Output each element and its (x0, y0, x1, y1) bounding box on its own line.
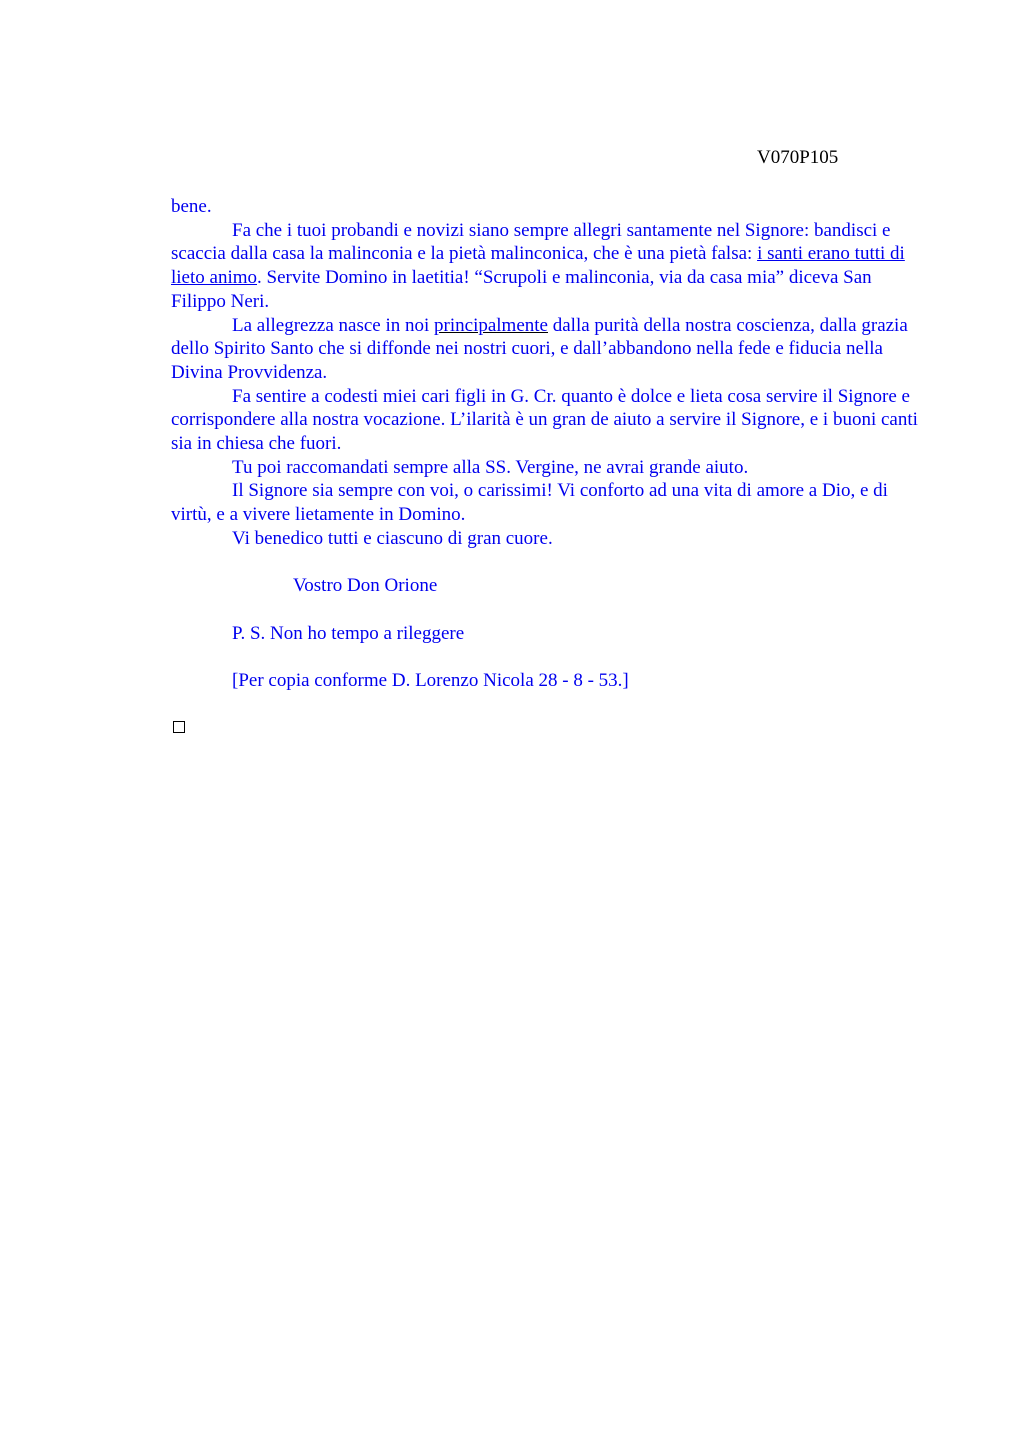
signature: Vostro Don Orione (293, 575, 438, 597)
paragraph-blessing-wish: Il Signore sia sempre con voi, o carissimi! Vi conforto ad una vita di amore a Dio, e di virtù, e a vivere lietamente in Domino. (171, 480, 888, 526)
paragraph-origin-text: La allegrezza nasce in noi (232, 314, 435, 336)
paragraph-joy-text: Fa che i tuoi probandi e novizi siano sempre allegri santamente nel Signore: bandisci e scaccia dalla casa la malinconia e la pietà malinconica, che è una pietà falsa: (171, 219, 891, 265)
copy-note: [Per copia conforme D. Lorenzo Nicola 28 - 8 - 53.] (232, 670, 629, 692)
continuation-line: bene. (171, 196, 212, 217)
paragraph-virgin: Tu poi raccomandati sempre alla SS. Vergine, ne avrai grande aiuto. (232, 456, 749, 478)
page-reference: V070P105 (757, 147, 839, 168)
paragraph-benediction: Vi benedico tutti e ciascuno di gran cuore. (232, 527, 553, 549)
paragraph-joy (171, 219, 931, 314)
paragraph-joy-text-end: . Servite Domino in laetitia! “Scrupoli e malinconia, via da casa mia” diceva San Filippo Neri. (171, 267, 872, 312)
letter-body (171, 195, 931, 693)
underlined-phrase-saints: i santi erano tutti di lieto animo (171, 243, 905, 289)
paragraph-vocation: Fa sentire a codesti miei cari figli in G. Cr. quanto è dolce e lieta cosa servire il Signore e corrispondere alla nostra vocazione. L’ilarità è un gran de aiuto a servire il Signore, e i buoni canti sia in chiesa che fuori. (171, 385, 918, 455)
postscript: P. S. Non ho tempo a rileggere (232, 622, 465, 644)
underlined-word-principalmente: principalmente (434, 314, 548, 336)
paragraph-origin-text-end: dalla purità della nostra coscienza, dalla grazia dello Spirito Santo che si diffonde nei nostri cuori, e dall’abbandono nella fede e fiducia nella Divina Provvidenza. (171, 314, 908, 383)
paragraph-origin-of-joy (171, 314, 931, 385)
end-marker-box (173, 721, 185, 733)
